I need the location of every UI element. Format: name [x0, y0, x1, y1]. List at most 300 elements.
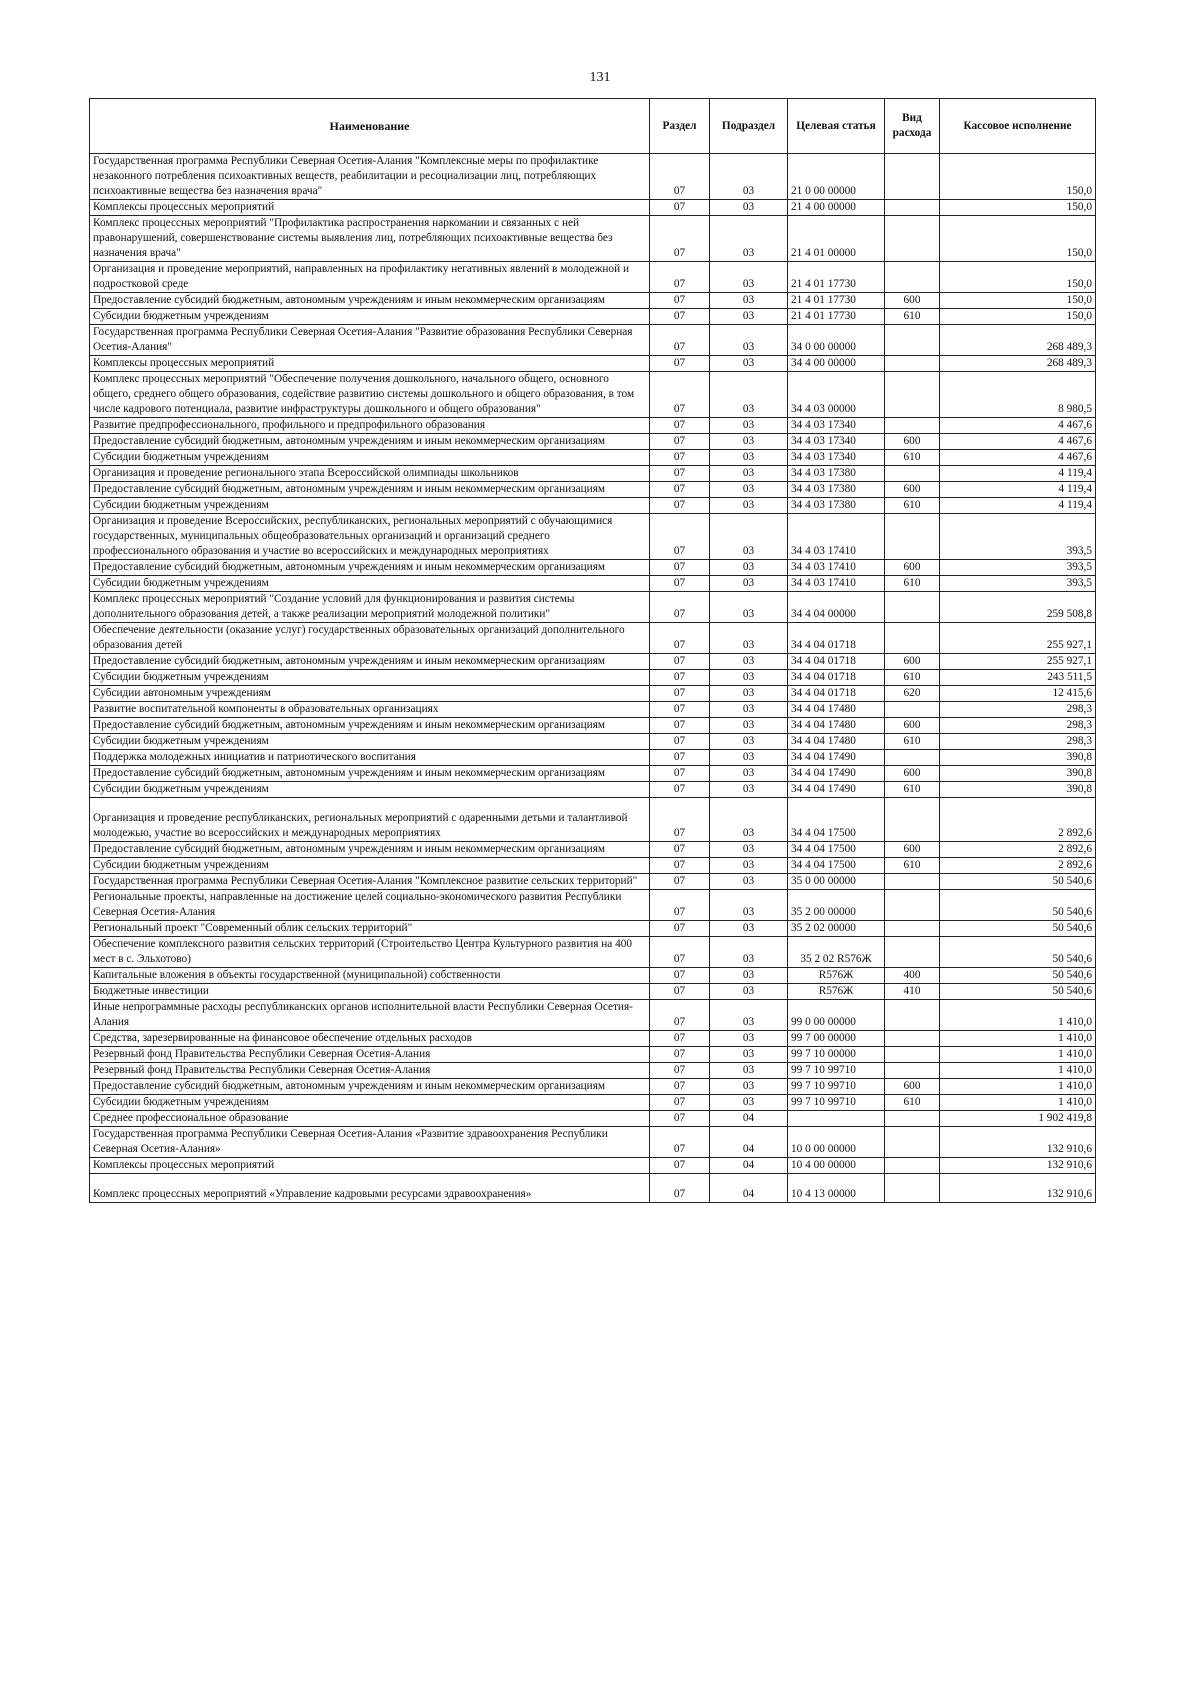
row-cash-execution: 132 910,6	[940, 1158, 1096, 1174]
row-razdel: 07	[650, 434, 710, 450]
row-cash-execution: 50 540,6	[940, 874, 1096, 890]
row-expense-type	[885, 1047, 940, 1063]
row-name: Предоставление субсидий бюджетным, автономным учреждениям и иным некоммерческим организациям	[90, 293, 650, 309]
table-row	[90, 498, 1096, 514]
row-name: Комплексы процессных мероприятий	[90, 1158, 650, 1174]
row-target-article: 34 4 03 00000	[788, 372, 885, 418]
table-row	[90, 514, 1096, 560]
table-row	[90, 734, 1096, 750]
row-podrazdel: 03	[710, 1047, 788, 1063]
column-header-target-article: Целевая статья	[788, 99, 885, 154]
row-name: Комплекс процессных мероприятий «Управление кадровыми ресурсами здравоохранения»	[90, 1174, 650, 1203]
row-razdel: 07	[650, 418, 710, 434]
row-name: Предоставление субсидий бюджетным, автономным учреждениям и иным некоммерческим организациям	[90, 482, 650, 498]
row-razdel: 07	[650, 670, 710, 686]
row-podrazdel: 04	[710, 1127, 788, 1158]
row-expense-type: 610	[885, 450, 940, 466]
row-target-article: 34 4 04 01718	[788, 654, 885, 670]
row-cash-execution: 1 410,0	[940, 1047, 1096, 1063]
table-row	[90, 372, 1096, 418]
row-podrazdel: 03	[710, 434, 788, 450]
table-row	[90, 937, 1096, 968]
row-razdel: 07	[650, 921, 710, 937]
row-target-article: R576Ж	[788, 968, 885, 984]
row-name: Субсидии бюджетным учреждениям	[90, 498, 650, 514]
row-razdel: 07	[650, 766, 710, 782]
row-expense-type	[885, 592, 940, 623]
row-name: Предоставление субсидий бюджетным, автономным учреждениям и иным некоммерческим организациям	[90, 434, 650, 450]
row-expense-type	[885, 798, 940, 842]
table-row	[90, 1031, 1096, 1047]
page-number: 131	[589, 70, 611, 85]
row-expense-type: 610	[885, 734, 940, 750]
row-target-article: 21 4 01 17730	[788, 309, 885, 325]
row-razdel: 07	[650, 702, 710, 718]
table-row	[90, 1079, 1096, 1095]
row-razdel: 07	[650, 216, 710, 262]
row-podrazdel: 03	[710, 372, 788, 418]
table-row	[90, 1127, 1096, 1158]
row-podrazdel: 03	[710, 984, 788, 1000]
row-expense-type: 610	[885, 498, 940, 514]
table-row	[90, 576, 1096, 592]
row-razdel: 07	[650, 1095, 710, 1111]
row-razdel: 07	[650, 514, 710, 560]
row-name: Субсидии бюджетным учреждениям	[90, 670, 650, 686]
column-header-cash-execution: Кассовое исполнение	[940, 99, 1096, 154]
row-target-article: 99 0 00 00000	[788, 1000, 885, 1031]
row-podrazdel: 03	[710, 560, 788, 576]
table-row	[90, 798, 1096, 842]
row-expense-type	[885, 623, 940, 654]
row-name: Предоставление субсидий бюджетным, автономным учреждениям и иным некоммерческим организациям	[90, 654, 650, 670]
row-expense-type: 400	[885, 968, 940, 984]
column-header-podrazdel: Подраздел	[710, 99, 788, 154]
row-name: Комплекс процессных мероприятий "Обеспечение получения дошкольного, начального общего, основного общего, среднего общего образования, содействие развитию системы дошкольного и общего образования, в том числе кадрового потенциала, развитие инфраструктуры дошкольного и общего образования"	[90, 372, 650, 418]
table-row	[90, 654, 1096, 670]
table-row	[90, 216, 1096, 262]
row-expense-type: 610	[885, 858, 940, 874]
row-expense-type	[885, 1111, 940, 1127]
row-cash-execution: 1 410,0	[940, 1063, 1096, 1079]
row-target-article: 34 4 04 17500	[788, 798, 885, 842]
row-target-article: 34 4 04 17500	[788, 842, 885, 858]
row-razdel: 07	[650, 356, 710, 372]
row-expense-type	[885, 372, 940, 418]
row-cash-execution: 1 410,0	[940, 1095, 1096, 1111]
row-cash-execution: 150,0	[940, 309, 1096, 325]
row-target-article: 21 4 01 17730	[788, 293, 885, 309]
row-name: Обеспечение комплексного развития сельских территорий (Строительство Центра Культурного развития на 400 мест в с. Эльхотово)	[90, 937, 650, 968]
row-name: Средства, зарезервированные на финансовое обеспечение отдельных расходов	[90, 1031, 650, 1047]
row-target-article: 34 4 00 00000	[788, 356, 885, 372]
row-expense-type: 600	[885, 766, 940, 782]
table-row	[90, 623, 1096, 654]
row-cash-execution: 255 927,1	[940, 654, 1096, 670]
table-row	[90, 293, 1096, 309]
table-row	[90, 718, 1096, 734]
row-cash-execution: 4 467,6	[940, 418, 1096, 434]
row-expense-type: 600	[885, 434, 940, 450]
row-cash-execution: 4 467,6	[940, 434, 1096, 450]
row-podrazdel: 03	[710, 262, 788, 293]
table-row	[90, 418, 1096, 434]
row-name: Обеспечение деятельности (оказание услуг) государственных образовательных организаций дополнительного образования детей	[90, 623, 650, 654]
row-cash-execution: 255 927,1	[940, 623, 1096, 654]
row-name: Комплекс процессных мероприятий "Создание условий для функционирования и развития системы дополнительного образования детей, а также реализации мероприятий молодежной политики"	[90, 592, 650, 623]
table-row	[90, 450, 1096, 466]
table-row	[90, 702, 1096, 718]
row-name: Комплексы процессных мероприятий	[90, 200, 650, 216]
row-podrazdel: 03	[710, 216, 788, 262]
table-row	[90, 1047, 1096, 1063]
row-expense-type	[885, 1127, 940, 1158]
row-razdel: 07	[650, 686, 710, 702]
row-cash-execution: 268 489,3	[940, 356, 1096, 372]
row-expense-type	[885, 262, 940, 293]
row-razdel: 07	[650, 937, 710, 968]
table-row	[90, 1111, 1096, 1127]
row-cash-execution: 298,3	[940, 702, 1096, 718]
row-cash-execution: 50 540,6	[940, 937, 1096, 968]
row-cash-execution: 1 410,0	[940, 1079, 1096, 1095]
row-razdel: 07	[650, 718, 710, 734]
row-cash-execution: 1 410,0	[940, 1031, 1096, 1047]
row-expense-type: 410	[885, 984, 940, 1000]
row-cash-execution: 150,0	[940, 262, 1096, 293]
row-expense-type: 610	[885, 782, 940, 798]
row-name: Субсидии бюджетным учреждениям	[90, 309, 650, 325]
row-razdel: 07	[650, 750, 710, 766]
row-podrazdel: 04	[710, 1111, 788, 1127]
row-target-article: 34 4 04 17480	[788, 702, 885, 718]
row-expense-type	[885, 154, 940, 200]
row-name: Субсидии бюджетным учреждениям	[90, 782, 650, 798]
row-podrazdel: 03	[710, 937, 788, 968]
row-podrazdel: 03	[710, 325, 788, 356]
row-target-article: 34 4 03 17340	[788, 434, 885, 450]
row-name: Иные непрограммные расходы республиканских органов исполнительной власти Республики Северная Осетия-Алания	[90, 1000, 650, 1031]
row-expense-type	[885, 514, 940, 560]
row-cash-execution: 268 489,3	[940, 325, 1096, 356]
row-cash-execution: 4 467,6	[940, 450, 1096, 466]
row-target-article: 34 4 04 01718	[788, 670, 885, 686]
row-cash-execution: 50 540,6	[940, 890, 1096, 921]
row-razdel: 07	[650, 372, 710, 418]
row-target-article: 34 4 04 01718	[788, 623, 885, 654]
table-row	[90, 592, 1096, 623]
row-podrazdel: 03	[710, 798, 788, 842]
row-expense-type	[885, 1063, 940, 1079]
row-target-article: 34 4 03 17340	[788, 418, 885, 434]
row-expense-type: 600	[885, 1079, 940, 1095]
row-cash-execution: 4 119,4	[940, 482, 1096, 498]
row-cash-execution: 390,8	[940, 782, 1096, 798]
budget-table	[89, 98, 1096, 1203]
row-cash-execution: 132 910,6	[940, 1127, 1096, 1158]
row-podrazdel: 04	[710, 1158, 788, 1174]
row-name: Государственная программа Республики Северная Осетия-Алания «Развитие здравоохранения Республики Северная Осетия-Алания»	[90, 1127, 650, 1158]
row-name: Комплекс процессных мероприятий "Профилактика распространения наркомании и связанных с ней правонарушений, совершенствование системы выявления лиц, потребляющих психоактивные вещества без назначения врача"	[90, 216, 650, 262]
row-target-article: 34 4 03 17410	[788, 514, 885, 560]
table-row	[90, 325, 1096, 356]
row-target-article: 34 4 03 17340	[788, 450, 885, 466]
table-row	[90, 1095, 1096, 1111]
row-target-article: 34 4 03 17410	[788, 560, 885, 576]
row-cash-execution: 50 540,6	[940, 984, 1096, 1000]
row-podrazdel: 03	[710, 1063, 788, 1079]
row-podrazdel: 03	[710, 670, 788, 686]
table-row	[90, 1174, 1096, 1203]
row-podrazdel: 03	[710, 766, 788, 782]
row-name: Организация и проведение мероприятий, направленных на профилактику негативных явлений в молодежной и подростковой среде	[90, 262, 650, 293]
row-cash-execution: 243 511,5	[940, 670, 1096, 686]
row-target-article: 99 7 10 00000	[788, 1047, 885, 1063]
row-name: Развитие предпрофессионального, профильного и предпрофильного образования	[90, 418, 650, 434]
row-expense-type: 610	[885, 1095, 940, 1111]
row-name: Региональный проект "Современный облик сельских территорий"	[90, 921, 650, 937]
row-razdel: 07	[650, 293, 710, 309]
row-target-article: 10 4 00 00000	[788, 1158, 885, 1174]
row-podrazdel: 03	[710, 482, 788, 498]
table-row	[90, 154, 1096, 200]
row-podrazdel: 03	[710, 782, 788, 798]
row-target-article: 34 4 03 17380	[788, 466, 885, 482]
row-expense-type: 610	[885, 309, 940, 325]
row-expense-type	[885, 750, 940, 766]
row-razdel: 07	[650, 623, 710, 654]
row-razdel: 07	[650, 858, 710, 874]
row-name: Поддержка молодежных инициатив и патриотического воспитания	[90, 750, 650, 766]
row-razdel: 07	[650, 1031, 710, 1047]
table-row	[90, 482, 1096, 498]
row-podrazdel: 03	[710, 750, 788, 766]
row-name: Бюджетные инвестиции	[90, 984, 650, 1000]
row-cash-execution: 150,0	[940, 216, 1096, 262]
table-row	[90, 968, 1096, 984]
row-target-article: 34 0 00 00000	[788, 325, 885, 356]
row-target-article: 21 0 00 00000	[788, 154, 885, 200]
row-podrazdel: 03	[710, 514, 788, 560]
row-podrazdel: 03	[710, 1031, 788, 1047]
row-target-article: 34 4 04 17490	[788, 782, 885, 798]
row-podrazdel: 03	[710, 623, 788, 654]
row-name: Предоставление субсидий бюджетным, автономным учреждениям и иным некоммерческим организациям	[90, 718, 650, 734]
row-razdel: 07	[650, 325, 710, 356]
table-row	[90, 858, 1096, 874]
row-name: Комплексы процессных мероприятий	[90, 356, 650, 372]
row-razdel: 07	[650, 154, 710, 200]
table-row	[90, 1000, 1096, 1031]
row-name: Среднее профессиональное образование	[90, 1111, 650, 1127]
table-row	[90, 356, 1096, 372]
table-row	[90, 874, 1096, 890]
row-name: Предоставление субсидий бюджетным, автономным учреждениям и иным некоммерческим организациям	[90, 842, 650, 858]
table-row	[90, 560, 1096, 576]
row-target-article: 34 4 04 17500	[788, 858, 885, 874]
row-target-article: 99 7 10 99710	[788, 1063, 885, 1079]
row-target-article: 10 0 00 00000	[788, 1127, 885, 1158]
row-razdel: 07	[650, 1063, 710, 1079]
row-name: Государственная программа Республики Северная Осетия-Алания "Комплексные меры по профилактике незаконного потребления психоактивных веществ, реабилитации и ресоциализации лиц, потребляющих психоактивные вещества без назначения врача"	[90, 154, 650, 200]
row-podrazdel: 03	[710, 309, 788, 325]
row-cash-execution: 2 892,6	[940, 858, 1096, 874]
row-name: Организация и проведение Всероссийских, республиканских, региональных мероприятий с обучающимися государственных, муниципальных общеобразовательных организаций и организаций среднего профессионального образования и участие во всероссийских и международных мероприятиях	[90, 514, 650, 560]
row-razdel: 07	[650, 798, 710, 842]
row-name: Субсидии бюджетным учреждениям	[90, 450, 650, 466]
row-podrazdel: 03	[710, 576, 788, 592]
row-razdel: 07	[650, 576, 710, 592]
row-target-article: 99 7 10 99710	[788, 1079, 885, 1095]
row-podrazdel: 03	[710, 293, 788, 309]
row-cash-execution: 390,8	[940, 766, 1096, 782]
row-target-article	[788, 1111, 885, 1127]
row-expense-type	[885, 921, 940, 937]
row-target-article: 34 4 04 17480	[788, 734, 885, 750]
row-razdel: 07	[650, 1158, 710, 1174]
table-row	[90, 466, 1096, 482]
table-row	[90, 766, 1096, 782]
row-name: Резервный фонд Правительства Республики Северная Осетия-Алания	[90, 1063, 650, 1079]
row-target-article: 35 2 02 R576Ж	[788, 937, 885, 968]
row-name: Региональные проекты, направленные на достижение целей социально-экономического развития Республики Северная Осетия-Алания	[90, 890, 650, 921]
row-podrazdel: 03	[710, 466, 788, 482]
row-target-article: 34 4 04 17490	[788, 750, 885, 766]
row-cash-execution: 50 540,6	[940, 921, 1096, 937]
row-razdel: 07	[650, 890, 710, 921]
table-row	[90, 309, 1096, 325]
row-podrazdel: 04	[710, 1174, 788, 1203]
row-cash-execution: 2 892,6	[940, 842, 1096, 858]
row-cash-execution: 150,0	[940, 293, 1096, 309]
row-expense-type	[885, 1158, 940, 1174]
row-expense-type	[885, 1174, 940, 1203]
row-podrazdel: 03	[710, 498, 788, 514]
row-razdel: 07	[650, 968, 710, 984]
row-expense-type	[885, 325, 940, 356]
row-expense-type: 600	[885, 654, 940, 670]
row-cash-execution: 4 119,4	[940, 498, 1096, 514]
row-podrazdel: 03	[710, 1000, 788, 1031]
row-razdel: 07	[650, 466, 710, 482]
row-podrazdel: 03	[710, 592, 788, 623]
row-expense-type	[885, 874, 940, 890]
row-podrazdel: 03	[710, 718, 788, 734]
row-razdel: 07	[650, 842, 710, 858]
row-razdel: 07	[650, 1174, 710, 1203]
row-razdel: 07	[650, 482, 710, 498]
row-podrazdel: 03	[710, 1079, 788, 1095]
row-expense-type: 610	[885, 670, 940, 686]
row-podrazdel: 03	[710, 356, 788, 372]
row-expense-type	[885, 466, 940, 482]
row-razdel: 07	[650, 984, 710, 1000]
row-cash-execution: 50 540,6	[940, 968, 1096, 984]
row-razdel: 07	[650, 592, 710, 623]
row-cash-execution: 1 410,0	[940, 1000, 1096, 1031]
row-razdel: 07	[650, 1047, 710, 1063]
table-row	[90, 750, 1096, 766]
row-expense-type	[885, 356, 940, 372]
table-row	[90, 890, 1096, 921]
row-expense-type	[885, 216, 940, 262]
row-target-article: 34 4 04 17480	[788, 718, 885, 734]
row-name: Государственная программа Республики Северная Осетия-Алания "Комплексное развитие сельских территорий"	[90, 874, 650, 890]
column-header-razdel: Раздел	[650, 99, 710, 154]
row-cash-execution: 259 508,8	[940, 592, 1096, 623]
row-cash-execution: 298,3	[940, 718, 1096, 734]
table-row	[90, 670, 1096, 686]
row-name: Субсидии бюджетным учреждениям	[90, 734, 650, 750]
row-expense-type	[885, 418, 940, 434]
row-podrazdel: 03	[710, 734, 788, 750]
row-cash-execution: 12 415,6	[940, 686, 1096, 702]
row-target-article: 21 4 01 00000	[788, 216, 885, 262]
row-target-article: 34 4 03 17410	[788, 576, 885, 592]
row-target-article: 10 4 13 00000	[788, 1174, 885, 1203]
row-podrazdel: 03	[710, 418, 788, 434]
row-cash-execution: 393,5	[940, 560, 1096, 576]
row-podrazdel: 03	[710, 702, 788, 718]
row-target-article: 99 7 10 99710	[788, 1095, 885, 1111]
column-header-expense-type: Вид расхода	[885, 99, 940, 154]
table-row	[90, 1063, 1096, 1079]
row-name: Субсидии бюджетным учреждениям	[90, 858, 650, 874]
row-podrazdel: 03	[710, 450, 788, 466]
row-name: Предоставление субсидий бюджетным, автономным учреждениям и иным некоммерческим организациям	[90, 1079, 650, 1095]
row-target-article: 35 0 00 00000	[788, 874, 885, 890]
row-razdel: 07	[650, 262, 710, 293]
row-name: Предоставление субсидий бюджетным, автономным учреждениям и иным некоммерческим организациям	[90, 766, 650, 782]
row-podrazdel: 03	[710, 968, 788, 984]
row-razdel: 07	[650, 498, 710, 514]
row-target-article: 99 7 00 00000	[788, 1031, 885, 1047]
row-name: Субсидии автономным учреждениям	[90, 686, 650, 702]
row-podrazdel: 03	[710, 1095, 788, 1111]
row-target-article: 34 4 04 01718	[788, 686, 885, 702]
row-expense-type	[885, 1000, 940, 1031]
row-name: Организация и проведение регионального этапа Всероссийской олимпиады школьников	[90, 466, 650, 482]
row-razdel: 07	[650, 782, 710, 798]
row-razdel: 07	[650, 450, 710, 466]
row-razdel: 07	[650, 1000, 710, 1031]
row-cash-execution: 1 902 419,8	[940, 1111, 1096, 1127]
row-cash-execution: 2 892,6	[940, 798, 1096, 842]
row-podrazdel: 03	[710, 874, 788, 890]
row-razdel: 07	[650, 654, 710, 670]
row-cash-execution: 150,0	[940, 154, 1096, 200]
table-row	[90, 262, 1096, 293]
column-header-name: Наименование	[90, 99, 650, 154]
row-expense-type: 600	[885, 718, 940, 734]
row-expense-type: 600	[885, 842, 940, 858]
row-target-article: 21 4 01 17730	[788, 262, 885, 293]
row-razdel: 07	[650, 874, 710, 890]
row-cash-execution: 8 980,5	[940, 372, 1096, 418]
row-expense-type	[885, 702, 940, 718]
row-podrazdel: 03	[710, 921, 788, 937]
row-podrazdel: 03	[710, 686, 788, 702]
row-razdel: 07	[650, 734, 710, 750]
row-name: Резервный фонд Правительства Республики Северная Осетия-Алания	[90, 1047, 650, 1063]
row-podrazdel: 03	[710, 890, 788, 921]
table-row	[90, 1158, 1096, 1174]
row-podrazdel: 03	[710, 842, 788, 858]
row-target-article: 34 4 03 17380	[788, 498, 885, 514]
row-podrazdel: 03	[710, 200, 788, 216]
table-row	[90, 782, 1096, 798]
row-expense-type	[885, 890, 940, 921]
